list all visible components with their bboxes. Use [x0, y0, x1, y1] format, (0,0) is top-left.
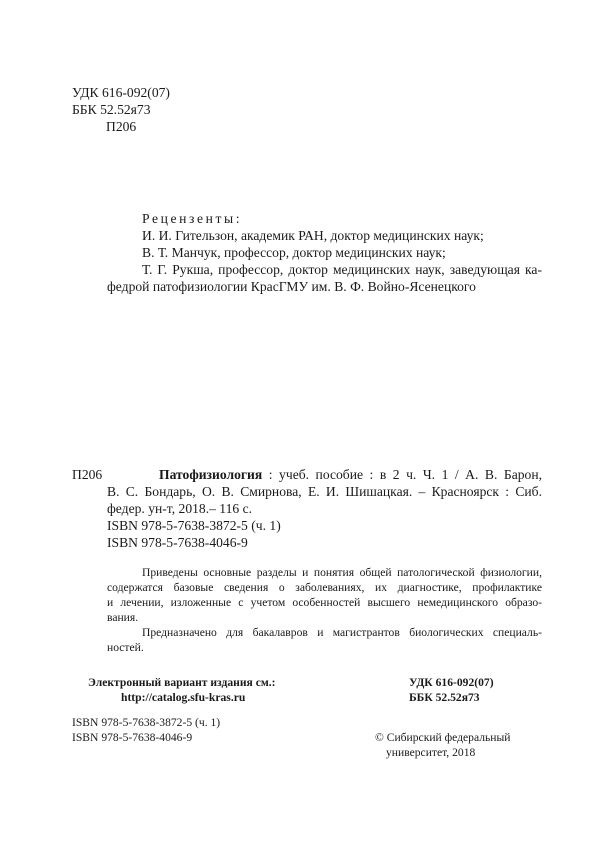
footer-bbk: ББК 52.52я73 — [409, 691, 480, 704]
reviewer-line: федрой патофизиологии КрасГМУ им. В. Ф. Войно-Ясенецкого — [107, 279, 476, 294]
catalog-url: http://catalog.sfu-kras.ru — [121, 691, 246, 704]
reviewer-line: Т. Г. Рукша, профессор, доктор медицинских наук, заведующая ка- — [142, 262, 542, 277]
footer-isbn-1: ISBN 978-5-7638-3872-5 (ч. 1) — [72, 716, 221, 729]
abstract-line: Приведены основные разделы и понятия общей патологической физиологии, — [142, 566, 542, 579]
abstract-line: ностей. — [107, 641, 144, 654]
copyright-line-1: © Сибирский федеральный — [375, 731, 511, 744]
book-title: Патофизиология — [159, 467, 263, 482]
bbk-code: ББК 52.52я73 — [72, 102, 151, 117]
catalog-line-1-rest: : учеб. пособие : в 2 ч. Ч. 1 / А. В. Барон, — [262, 467, 542, 482]
udk-code: УДК 616-092(07) — [72, 85, 170, 100]
catalog-isbn-1: ISBN 978-5-7638-3872-5 (ч. 1) — [107, 518, 281, 533]
abstract-line: и лечении, изложенные с учетом особенностей высшего немедицинского образо- — [107, 596, 542, 609]
abstract-line: содержатся базовые сведения о заболеваниях, их диагностике, профилактике — [107, 581, 542, 594]
footer-udk: УДК 616-092(07) — [409, 676, 494, 689]
abstract-line: вания. — [107, 611, 139, 624]
author-sign-code: П206 — [106, 119, 137, 134]
reviewer-line: И. И. Гительзон, академик РАН, доктор медицинских наук; — [142, 228, 484, 243]
copyright-line-2: университет, 2018 — [386, 746, 476, 759]
reviewers-title: Рецензенты: — [142, 211, 243, 226]
footer-isbn-2: ISBN 978-5-7638-4046-9 — [72, 731, 193, 744]
catalog-code: П206 — [72, 467, 103, 482]
abstract-line: Предназначено для бакалавров и магистрантов биологических специаль- — [142, 626, 542, 639]
catalog-line-3: федер. ун-т, 2018.– 116 с. — [107, 501, 253, 516]
reviewer-line: В. Т. Манчук, профессор, доктор медицинских наук; — [142, 245, 446, 260]
electronic-version-label: Электронный вариант издания см.: — [88, 676, 276, 689]
catalog-line-2: В. С. Бондарь, О. В. Смирнова, Е. И. Шишацкая. – Красноярск : Сиб. — [107, 484, 542, 499]
catalog-line-1 — [159, 466, 542, 483]
catalog-isbn-2: ISBN 978-5-7638-4046-9 — [107, 535, 248, 550]
